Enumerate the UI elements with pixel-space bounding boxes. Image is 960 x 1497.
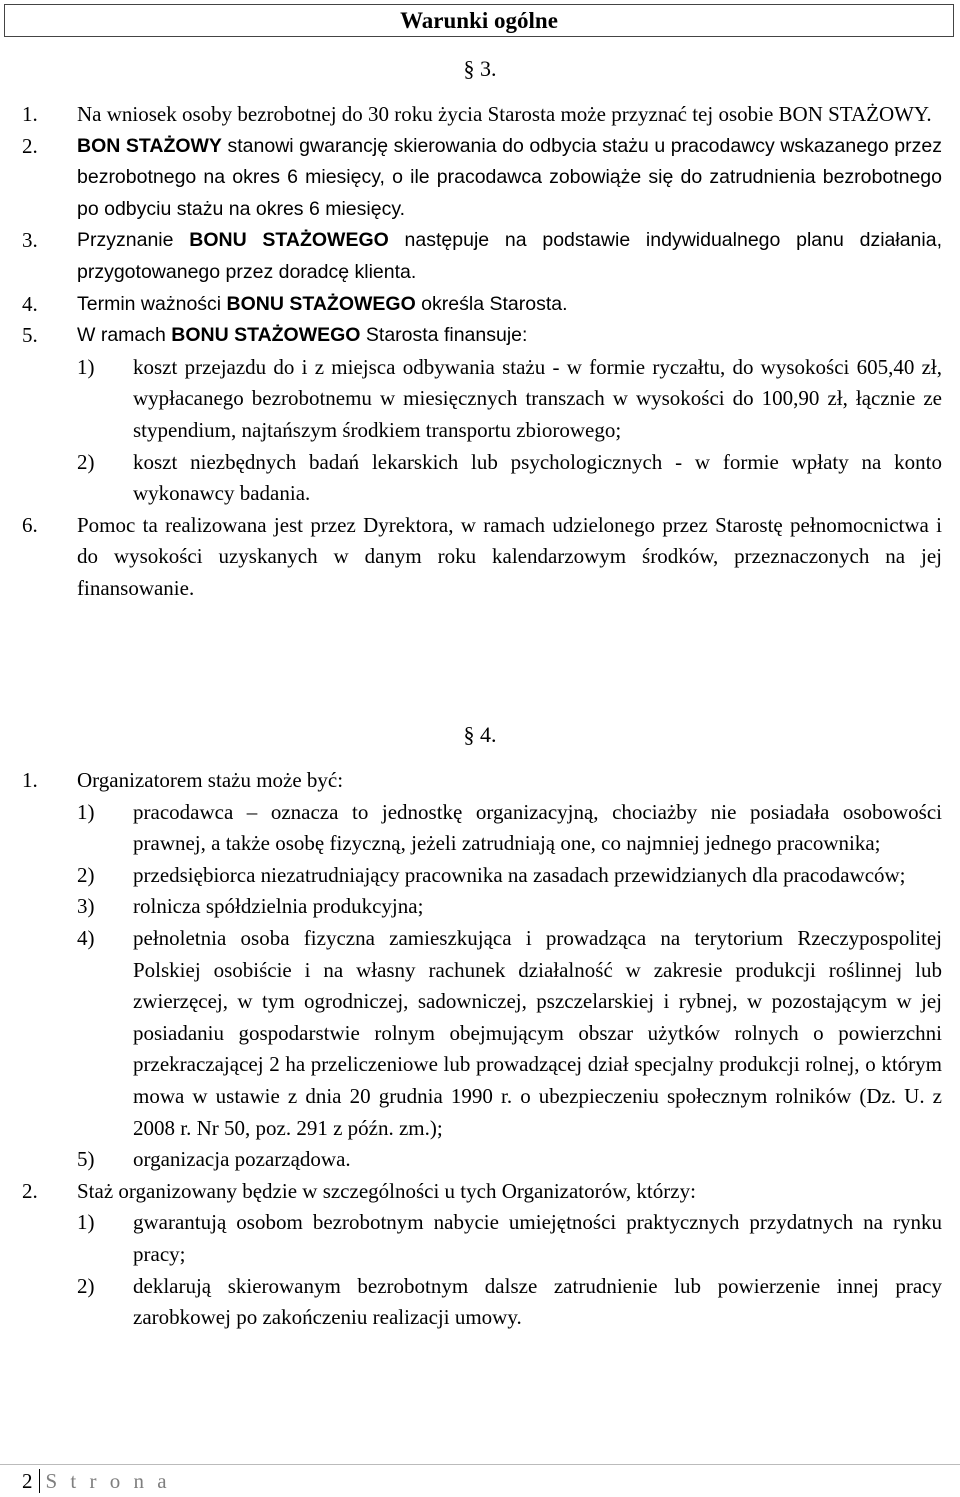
list-item: 1. Organizatorem stażu może być: xyxy=(22,768,344,792)
list-item: 6. Pomoc ta realizowana jest przez Dyrektora, w ramach udzielonego przez Starostę pełnomocnictwa i do wysokości uzyskanych w danym roku kalendarzowym środków, przeznaczonych na jej finansowanie. xyxy=(22,512,942,600)
header-title: Warunki ogólne xyxy=(400,8,558,33)
sub-list-item: 1) gwarantują osobom bezrobotnym nabycie umiejętności praktycznych przydatnych na rynku pracy; xyxy=(77,1210,942,1266)
paragraph-sign-3: § 3. xyxy=(463,56,497,81)
section-4-list xyxy=(0,765,960,1334)
list-item: 5. W ramach BONU STAŻOWEGO Starosta finansuje: xyxy=(22,323,528,348)
sub-list-item: 1) pracodawca – oznacza to jednostkę organizacyjną, chociażby nie posiadała osobowości prawnej, a także osobę fizyczną, jeżeli zatrudniają one, co najmniej jednego pracownika; xyxy=(77,799,942,856)
sub-list-item: 2) koszt niezbędnych badań lekarskich lub psychologicznych - w formie wpłaty na konto wykonawcy badania. xyxy=(77,449,942,506)
sub-list-item: 2) przedsiębiorca niezatrudniający pracownika na zasadach przewidzianych dla pracodawców; xyxy=(77,862,906,887)
section-header xyxy=(4,4,954,37)
list-item: 3. Przyznanie BONU STAŻOWEGO następuje na podstawie indywidualnego planu działania, przygotowanego przez doradcę klienta. xyxy=(22,228,942,283)
sub-list-item: 2) deklarują skierowanym bezrobotnym dalsze zatrudnienie lub powierzenie innej pracy zarobkowej po zakończeniu realizacji umowy. xyxy=(77,1273,942,1330)
list-item: 4. Termin ważności BONU STAŻOWEGO określa Starosta. xyxy=(22,291,568,316)
sub-list-item: 4) pełnoletnia osoba fizyczna zamieszkująca i prowadząca na terytorium Rzeczypospolitej Polskiej osobiście i na własny rachunek działalność w zakresie produkcji roślinnej lub zwierzęcej, w tym ogrodniczej, sadowniczej, pszczelarskiej i rybnej, w pozostającym w jej posiadaniu gospodarstwie rolnym obejmującym obszar użytków rolnych o powierzchni przekraczającej 2 ha przeliczeniowe lub prowadzącej dział specjalny produkcji rolnej, o którym mowa w ustawie z dnia 20 grudnia 1990 r. o ubezpieczeniu społecznym rolników (Dz. U. z 2008 r. Nr 50, poz. 291 z późn. zm.); xyxy=(77,925,942,1140)
page-number: 2 S t r o n a xyxy=(22,1469,171,1493)
sub-list-item: 5) organizacja pozarządowa. xyxy=(77,1147,351,1172)
list-item: 2. Staż organizowany będzie w szczególności u tych Organizatorów, którzy: xyxy=(22,1178,696,1203)
list-item: 2. BON STAŻOWY stanowi gwarancję skierowania do odbycia stażu u pracodawcy wskazanego przez bezrobotnego na okres 6 miesięcy, o ile pracodawca zobowiąże się do zatrudnienia bezrobotnego po odbyciu stażu na okres 6 miesięcy. xyxy=(22,133,942,220)
section-3-list xyxy=(0,99,960,605)
page-label: S t r o n a xyxy=(39,1469,171,1493)
list-item: 1. Na wniosek osoby bezrobotnej do 30 roku życia Starosta może przyznać tej osobie BON STAŻOWY. xyxy=(22,102,932,126)
sub-list-item: 3) rolnicza spółdzielnia produkcyjna; xyxy=(77,894,424,919)
page-footer xyxy=(0,1464,960,1497)
paragraph-sign-4: § 4. xyxy=(463,722,497,747)
sub-list-item: 1) koszt przejazdu do i z miejsca odbywania stażu - w formie ryczałtu, do wysokości 605,40 zł, wypłacanego bezrobotnemu w miesięcznych transzach w wysokości do 100,90 zł, łącznie ze stypendium, najtańszym środkiem transportu zbiorowego; xyxy=(77,354,942,442)
